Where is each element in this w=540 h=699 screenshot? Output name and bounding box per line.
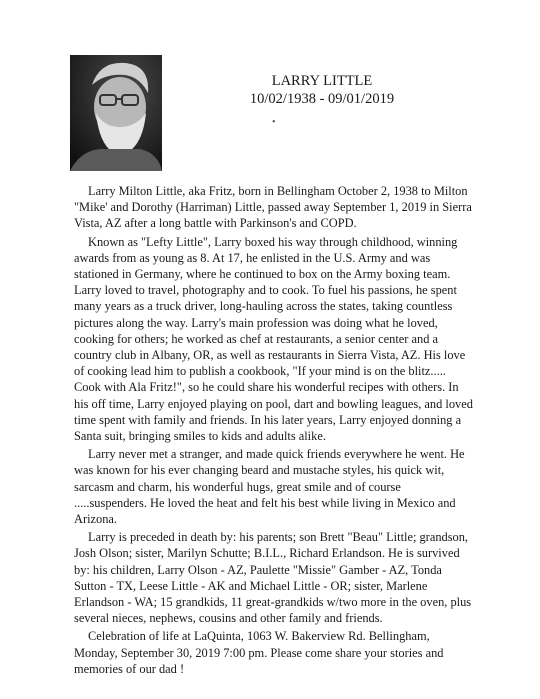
obituary-header [232,72,412,108]
life-dates: 10/02/1938 - 09/01/2019 [249,91,395,107]
paragraph-intro: Larry Milton Little, aka Fritz, born in Bellingham October 2, 1938 to Milton "Mike' and Dorothy (Harriman) Little, passed away September 1, 2019 in Sierra Vista, AZ after a long battle with Parkinson's and COPD. [74,184,472,231]
stray-mark: • [272,117,276,128]
portrait-icon [70,55,162,171]
obituary-body [74,183,474,679]
deceased-name: LARRY LITTLE [271,73,373,89]
paragraph-personality: Larry never met a stranger, and made quick friends everywhere he went. He was known for his ever changing beard and mustache styles, his quick wit, sarcasm and charm, his wonderful hugs, great smile and of course .....suspenders. He loved the heat and felt his best while living in Mexico and Arizona. [74,447,465,527]
paragraph-life: Known as "Lefty Little", Larry boxed his way through childhood, winning awards from as young as 8. At 17, he enlisted in the U.S. Army and was stationed in Germany, where he continued to box on the Army boxing team. Larry loved to travel, photography and to cook. To fuel his passions, he spent many years as a truck driver, long-hauling across the states, taking countless pictures along the way. Larry's main profession was doing what he loved, cooking for others; he worked as chef at restaurants, a senior center and a country club in Albany, OR, as well as restaurants in Sierra Vista, AZ. His love of cooking lead him to publish a cookbook, "If your mind is on the blitz..... Cook with Ala Fritz!", so he could share his wonderful recipes with others. In his off time, Larry enjoyed playing on pool, dart and bowling leagues, and loved time spent with family and friends. In his later years, Larry enjoyed donning a Santa suit, bringing smiles to kids and adults alike. [74,234,473,444]
portrait-photo [70,55,162,171]
paragraph-celebration: Celebration of life at LaQuinta, 1063 W. Bakerview Rd. Bellingham, Monday, September 30, 2019 7:00 pm. Please come share your stories and memories of our dad ! [74,629,444,676]
paragraph-family: Larry is preceded in death by: his parents; son Brett "Beau" Little; grandson, Josh Olson; sister, Marilyn Schutte; B.I.L., Richard Erlandson. He is survived by: his children, Larry Olson - AZ, Paulette "Missie" Gamber - AZ, Tonda Sutton - TX, Leese Little - AK and Michael Little - OR; sister, Marlene Erlandson - WA; 15 grandkids, 11 great-grandkids w/two more in the oven, plus several nieces, nephews, cousins and other family and friends. [74,530,472,626]
